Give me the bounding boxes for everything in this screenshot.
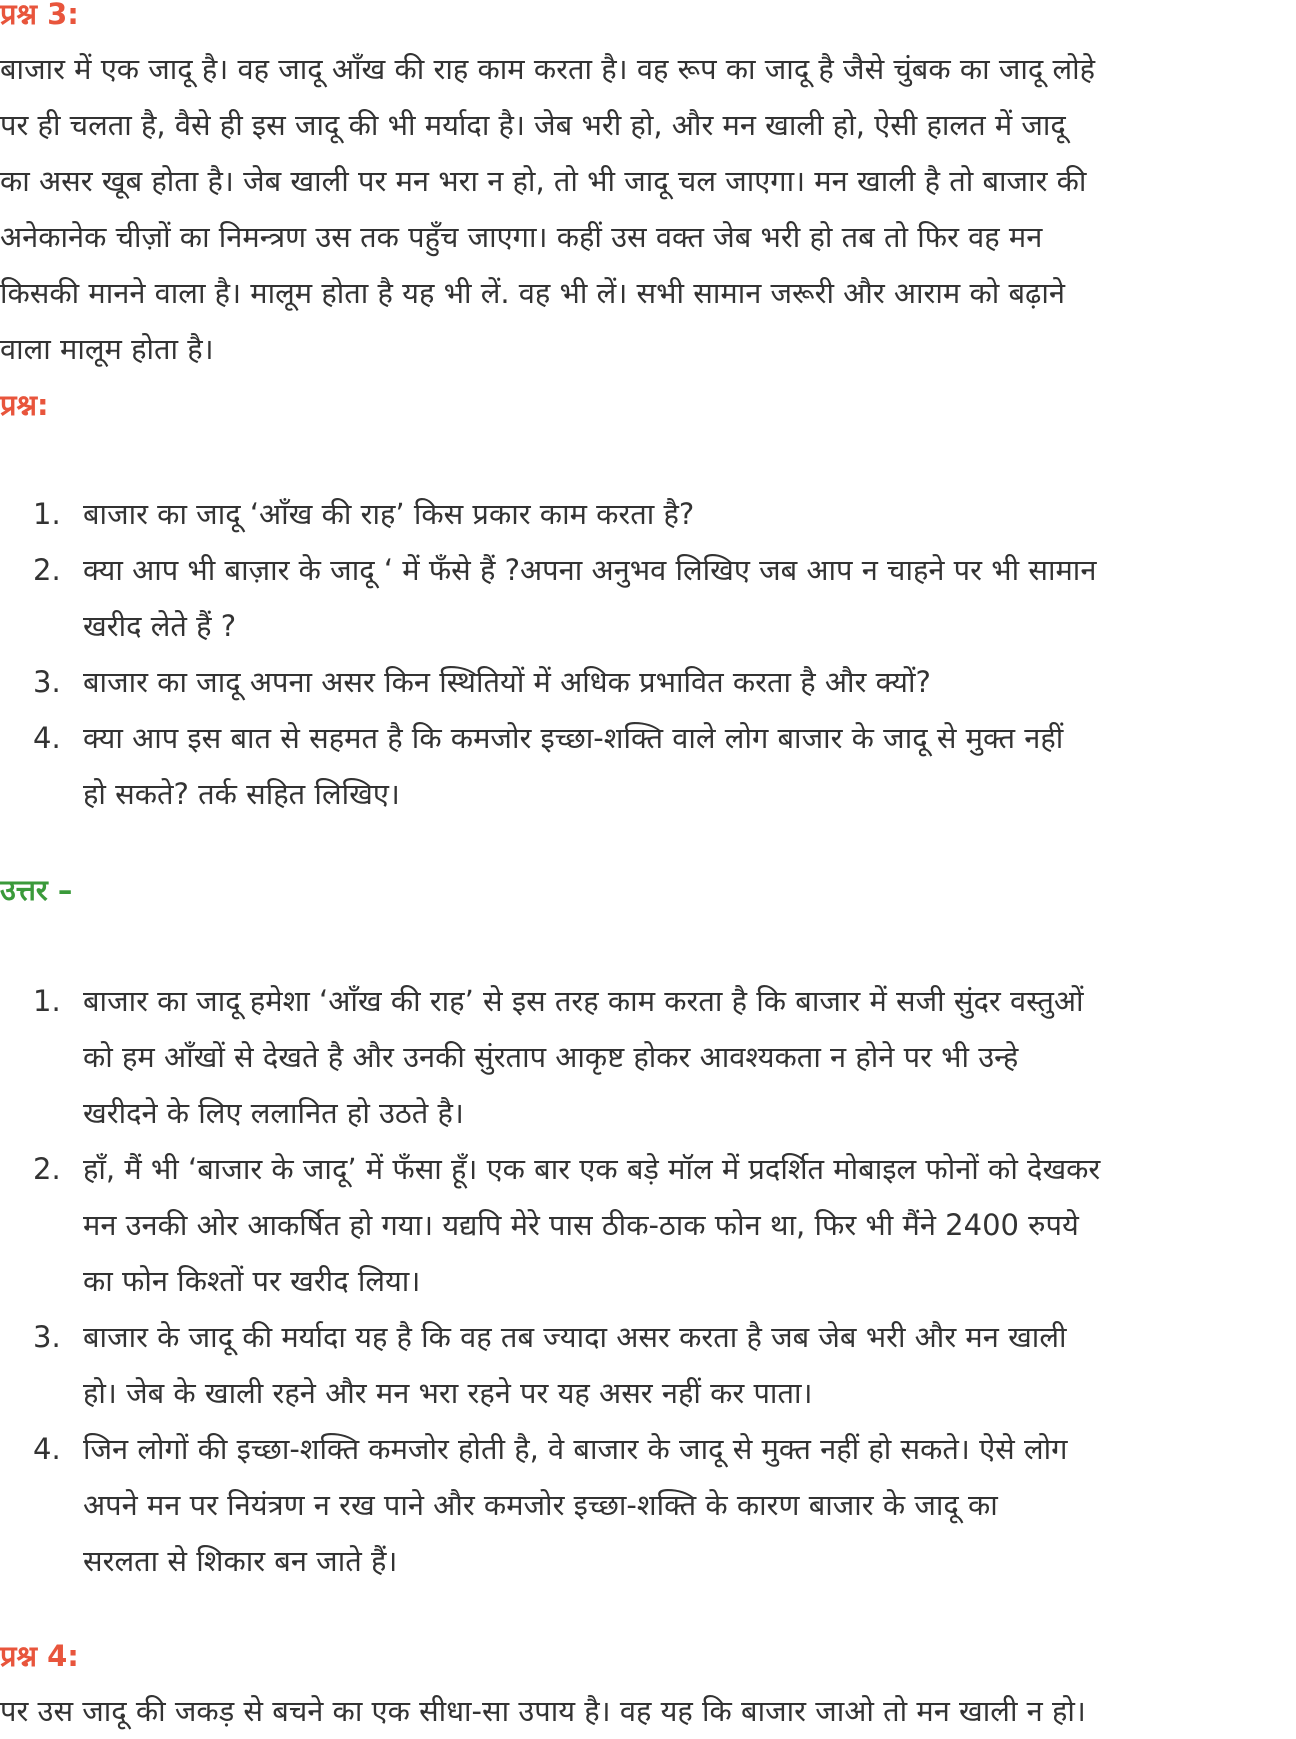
item-line: बाजार का जादू अपना असर किन स्थितियों में अधिक प्रभावित करता है और क्यों? xyxy=(83,665,931,699)
item-line: सरलता से शिकार बन जाते हैं। xyxy=(83,1544,398,1578)
item-line: हो। जेब के खाली रहने और मन भरा रहने पर यह असर नहीं कर पाता। xyxy=(83,1376,813,1410)
item-line: का फोन किश्तों पर खरीद लिया। xyxy=(83,1264,421,1298)
item-number: 4. xyxy=(33,1432,61,1466)
item-line: क्या आप भी बाज़ार के जादू ‘ में फँसे हैं ?अपना अनुभव लिखिए जब आप न चाहने पर भी सामान xyxy=(83,553,1097,587)
item-line: जिन लोगों की इच्छा-शक्ति कमजोर होती है, वे बाजार के जादू से मुक्त नहीं हो सकते। ऐसे लोग xyxy=(83,1432,1068,1466)
passage-q4 xyxy=(0,1683,1296,1739)
passage-line: पर उस जादू की जकड़ से बचने का एक सीधा-सा उपाय है। वह यह कि बाजार जाओ तो मन खाली न हो। xyxy=(0,1694,1086,1728)
question-item xyxy=(0,710,1296,822)
item-line: अपने मन पर नियंत्रण न रख पाने और कमजोर इच्छा-शक्ति के कारण बाजार के जादू का xyxy=(83,1488,998,1522)
passage-line: बाजार में एक जादू है। वह जादू आँख की राह काम करता है। वह रूप का जादू है जैसे चुंबक का जादू लोहे xyxy=(0,52,1096,86)
item-line: हाँ, मैं भी ‘बाजार के जादू’ में फँसा हूँ। एक बार एक बड़े मॉल में प्रदर्शित मोबाइल फोनों को देखकर xyxy=(83,1152,1101,1186)
item-line: हो सकते? तर्क सहित लिखिए। xyxy=(83,777,400,811)
answer-item xyxy=(0,1421,1296,1589)
item-line: क्या आप इस बात से सहमत है कि कमजोर इच्छा-शक्ति वाले लोग बाजार के जादू से मुक्त नहीं xyxy=(83,721,1064,755)
passage-line: अनेकानेक चीज़ों का निमन्त्रण उस तक पहुँच जाएगा। कहीं उस वक्त जेब भरी हो तब तो फिर वह मन xyxy=(0,220,1043,254)
item-number: 2. xyxy=(33,1152,61,1186)
item-number: 4. xyxy=(33,721,61,755)
answer-item xyxy=(0,1309,1296,1421)
passage-line: किसकी मानने वाला है। मालूम होता है यह भी लें. वह भी लें। सभी सामान जरूरी और आराम को बढ़ाने xyxy=(0,276,1065,310)
item-number: 2. xyxy=(33,553,61,587)
item-line: बाजार का जादू हमेशा ‘आँख की राह’ से इस तरह काम करता है कि बाजार में सजी सुंदर वस्तुओं xyxy=(83,984,1084,1018)
question-item xyxy=(0,486,1296,542)
questions-heading: प्रश्न: xyxy=(0,388,49,422)
answers-list xyxy=(0,973,1296,1589)
question-3-heading: प्रश्न 3: xyxy=(0,0,79,31)
question-4-heading: प्रश्न 4: xyxy=(0,1639,79,1673)
answer-item xyxy=(0,1141,1296,1309)
item-line: खरीद लेते हैं ? xyxy=(83,609,237,643)
passage-line: पर ही चलता है, वैसे ही इस जादू की भी मर्यादा है। जेब भरी हो, और मन खाली हो, ऐसी हालत में जादू xyxy=(0,108,1066,142)
answer-item xyxy=(0,973,1296,1141)
passage-line: का असर खूब होता है। जेब खाली पर मन भरा न हो, तो भी जादू चल जाएगा। मन खाली है तो बाजार की xyxy=(0,164,1087,198)
item-line: खरीदने के लिए ललानित हो उठते है। xyxy=(83,1096,464,1130)
question-item xyxy=(0,654,1296,710)
questions-list xyxy=(0,486,1296,822)
item-number: 3. xyxy=(33,665,61,699)
passage-q3 xyxy=(0,41,1296,377)
item-number: 1. xyxy=(33,497,61,531)
item-line: मन उनकी ओर आकर्षित हो गया। यद्यपि मेरे पास ठीक-ठाक फोन था, फिर भी मैंने 2400 रुपये xyxy=(83,1208,1079,1242)
question-item xyxy=(0,542,1296,654)
passage-line: वाला मालूम होता है। xyxy=(0,332,214,366)
item-line: को हम आँखों से देखते है और उनकी सुंरताप आकृष्ट होकर आवश्यकता न होने पर भी उन्हे xyxy=(83,1040,1019,1074)
item-number: 3. xyxy=(33,1320,61,1354)
item-line: बाजार का जादू ‘आँख की राह’ किस प्रकार काम करता है? xyxy=(83,497,695,531)
item-number: 1. xyxy=(33,984,61,1018)
item-line: बाजार के जादू की मर्यादा यह है कि वह तब ज्यादा असर करता है जब जेब भरी और मन खाली xyxy=(83,1320,1067,1354)
answer-heading: उत्तर – xyxy=(0,873,73,907)
